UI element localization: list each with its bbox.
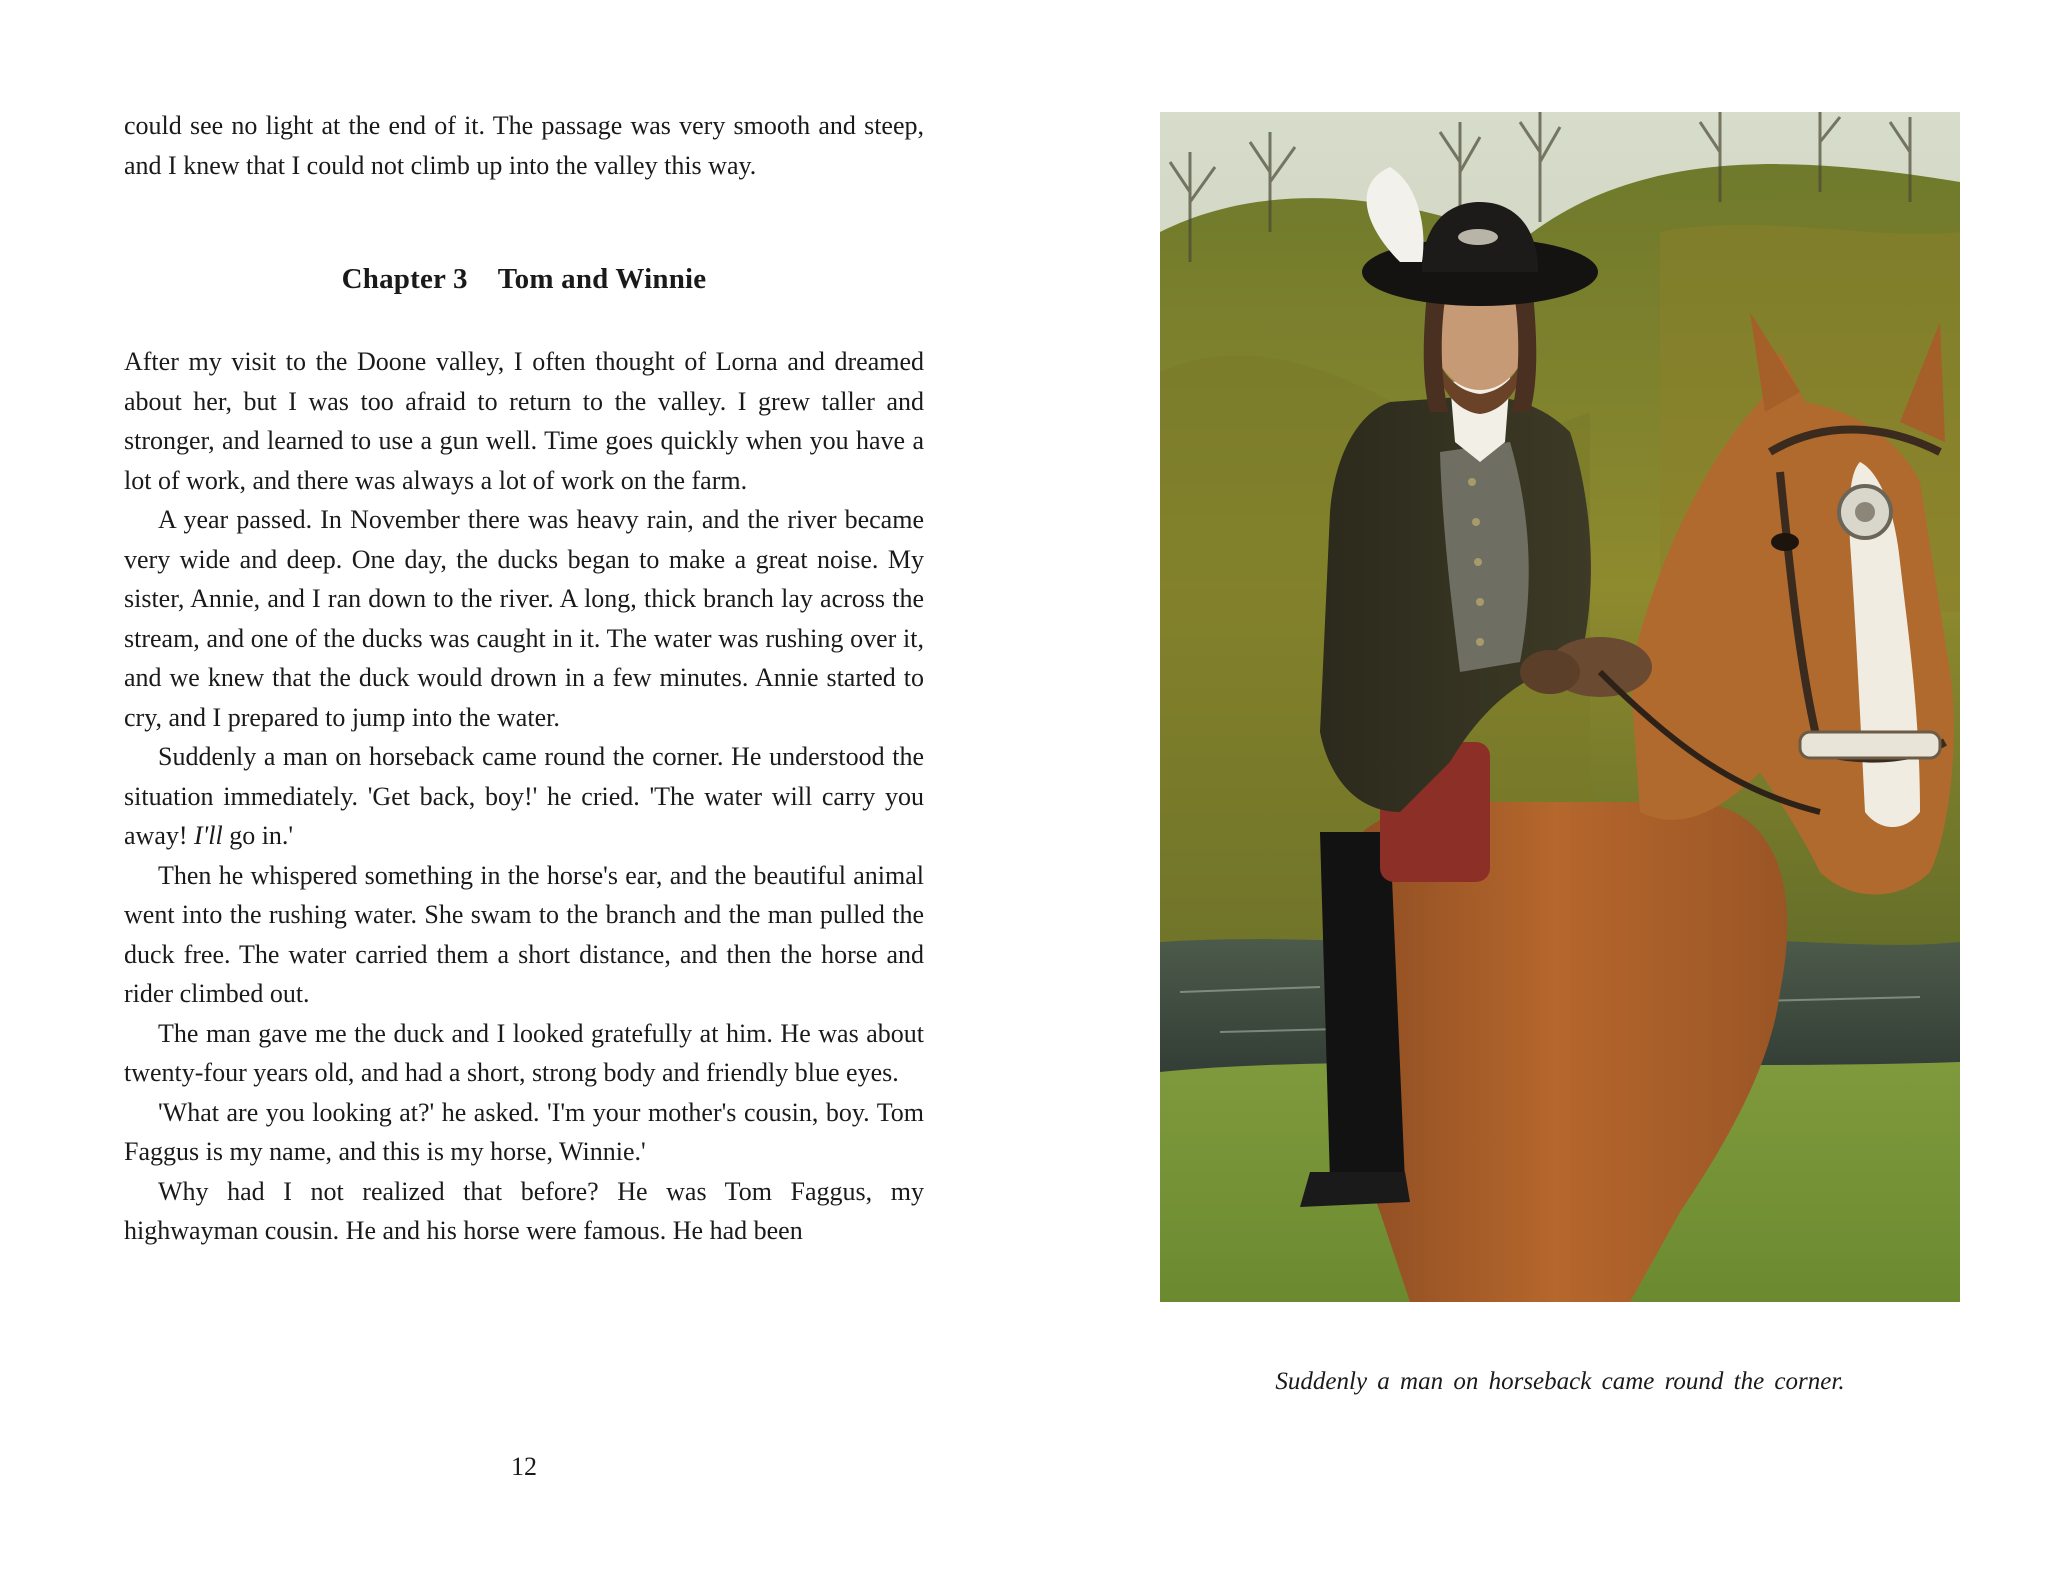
paragraph: Why had I not realized that before? He was Tom Faggus, my highwayman cousin. He and his horse were famous. He had been — [124, 1176, 924, 1245]
paragraph: The man gave me the duck and I looked gratefully at him. He was about twenty-four years old, and had a short, strong body and friendly blue eyes. — [124, 1018, 924, 1087]
chapter-title: Tom and Winnie — [497, 263, 707, 295]
chapter-number: Chapter 3 — [341, 263, 468, 295]
paragraph-horseback — [124, 737, 924, 856]
chapter-heading — [124, 263, 924, 296]
left-page — [124, 106, 924, 1251]
illustration-caption: Suddenly a man on horseback came round the corner. — [1275, 1368, 1845, 1395]
paragraph: Then he whispered something in the horse's ear, and the beautiful animal went into the rushing water. She swam to the branch and the man pulled the duck free. The water carried them a short distance, and then the horse and rider climbed out. — [124, 860, 924, 1008]
horseback-rider-illustration — [1160, 112, 1960, 1302]
page-number: 12 — [511, 1452, 537, 1481]
paragraph-text: Suddenly a man on horseback came round the corner. He understood the situation immediately. 'Get back, boy!' he cried. 'The water will carry you away! — [124, 742, 924, 850]
paragraph: A year passed. In November there was heavy rain, and the river became very wide and deep. One day, the ducks began to make a great noise. My sister, Annie, and I ran down to the river. A long, thick branch lay across the stream, and one of the ducks was caught in it. The water was rushing over it, and we knew that the duck would drown in a few minutes. Annie started to cry, and I prepared to jump into the water. — [124, 505, 924, 732]
paragraph-text: go in.' — [222, 821, 294, 850]
paragraph: After my visit to the Doone valley, I often thought of Lorna and dreamed about her, but I was too afraid to return to the valley. I grew taller and stronger, and learned to use a gun well. Time goes quickly when you have a lot of work, and there was always a lot of work on the farm. — [124, 347, 924, 495]
emphasis-text: I'll — [194, 821, 223, 850]
paragraph: 'What are you looking at?' he asked. 'I'm your mother's cousin, boy. Tom Faggus is my name, and this is my horse, Winnie.' — [124, 1097, 924, 1166]
opening-paragraph: could see no light at the end of it. The passage was very smooth and steep, and I knew that I could not climb up into the valley this way. — [124, 111, 924, 180]
